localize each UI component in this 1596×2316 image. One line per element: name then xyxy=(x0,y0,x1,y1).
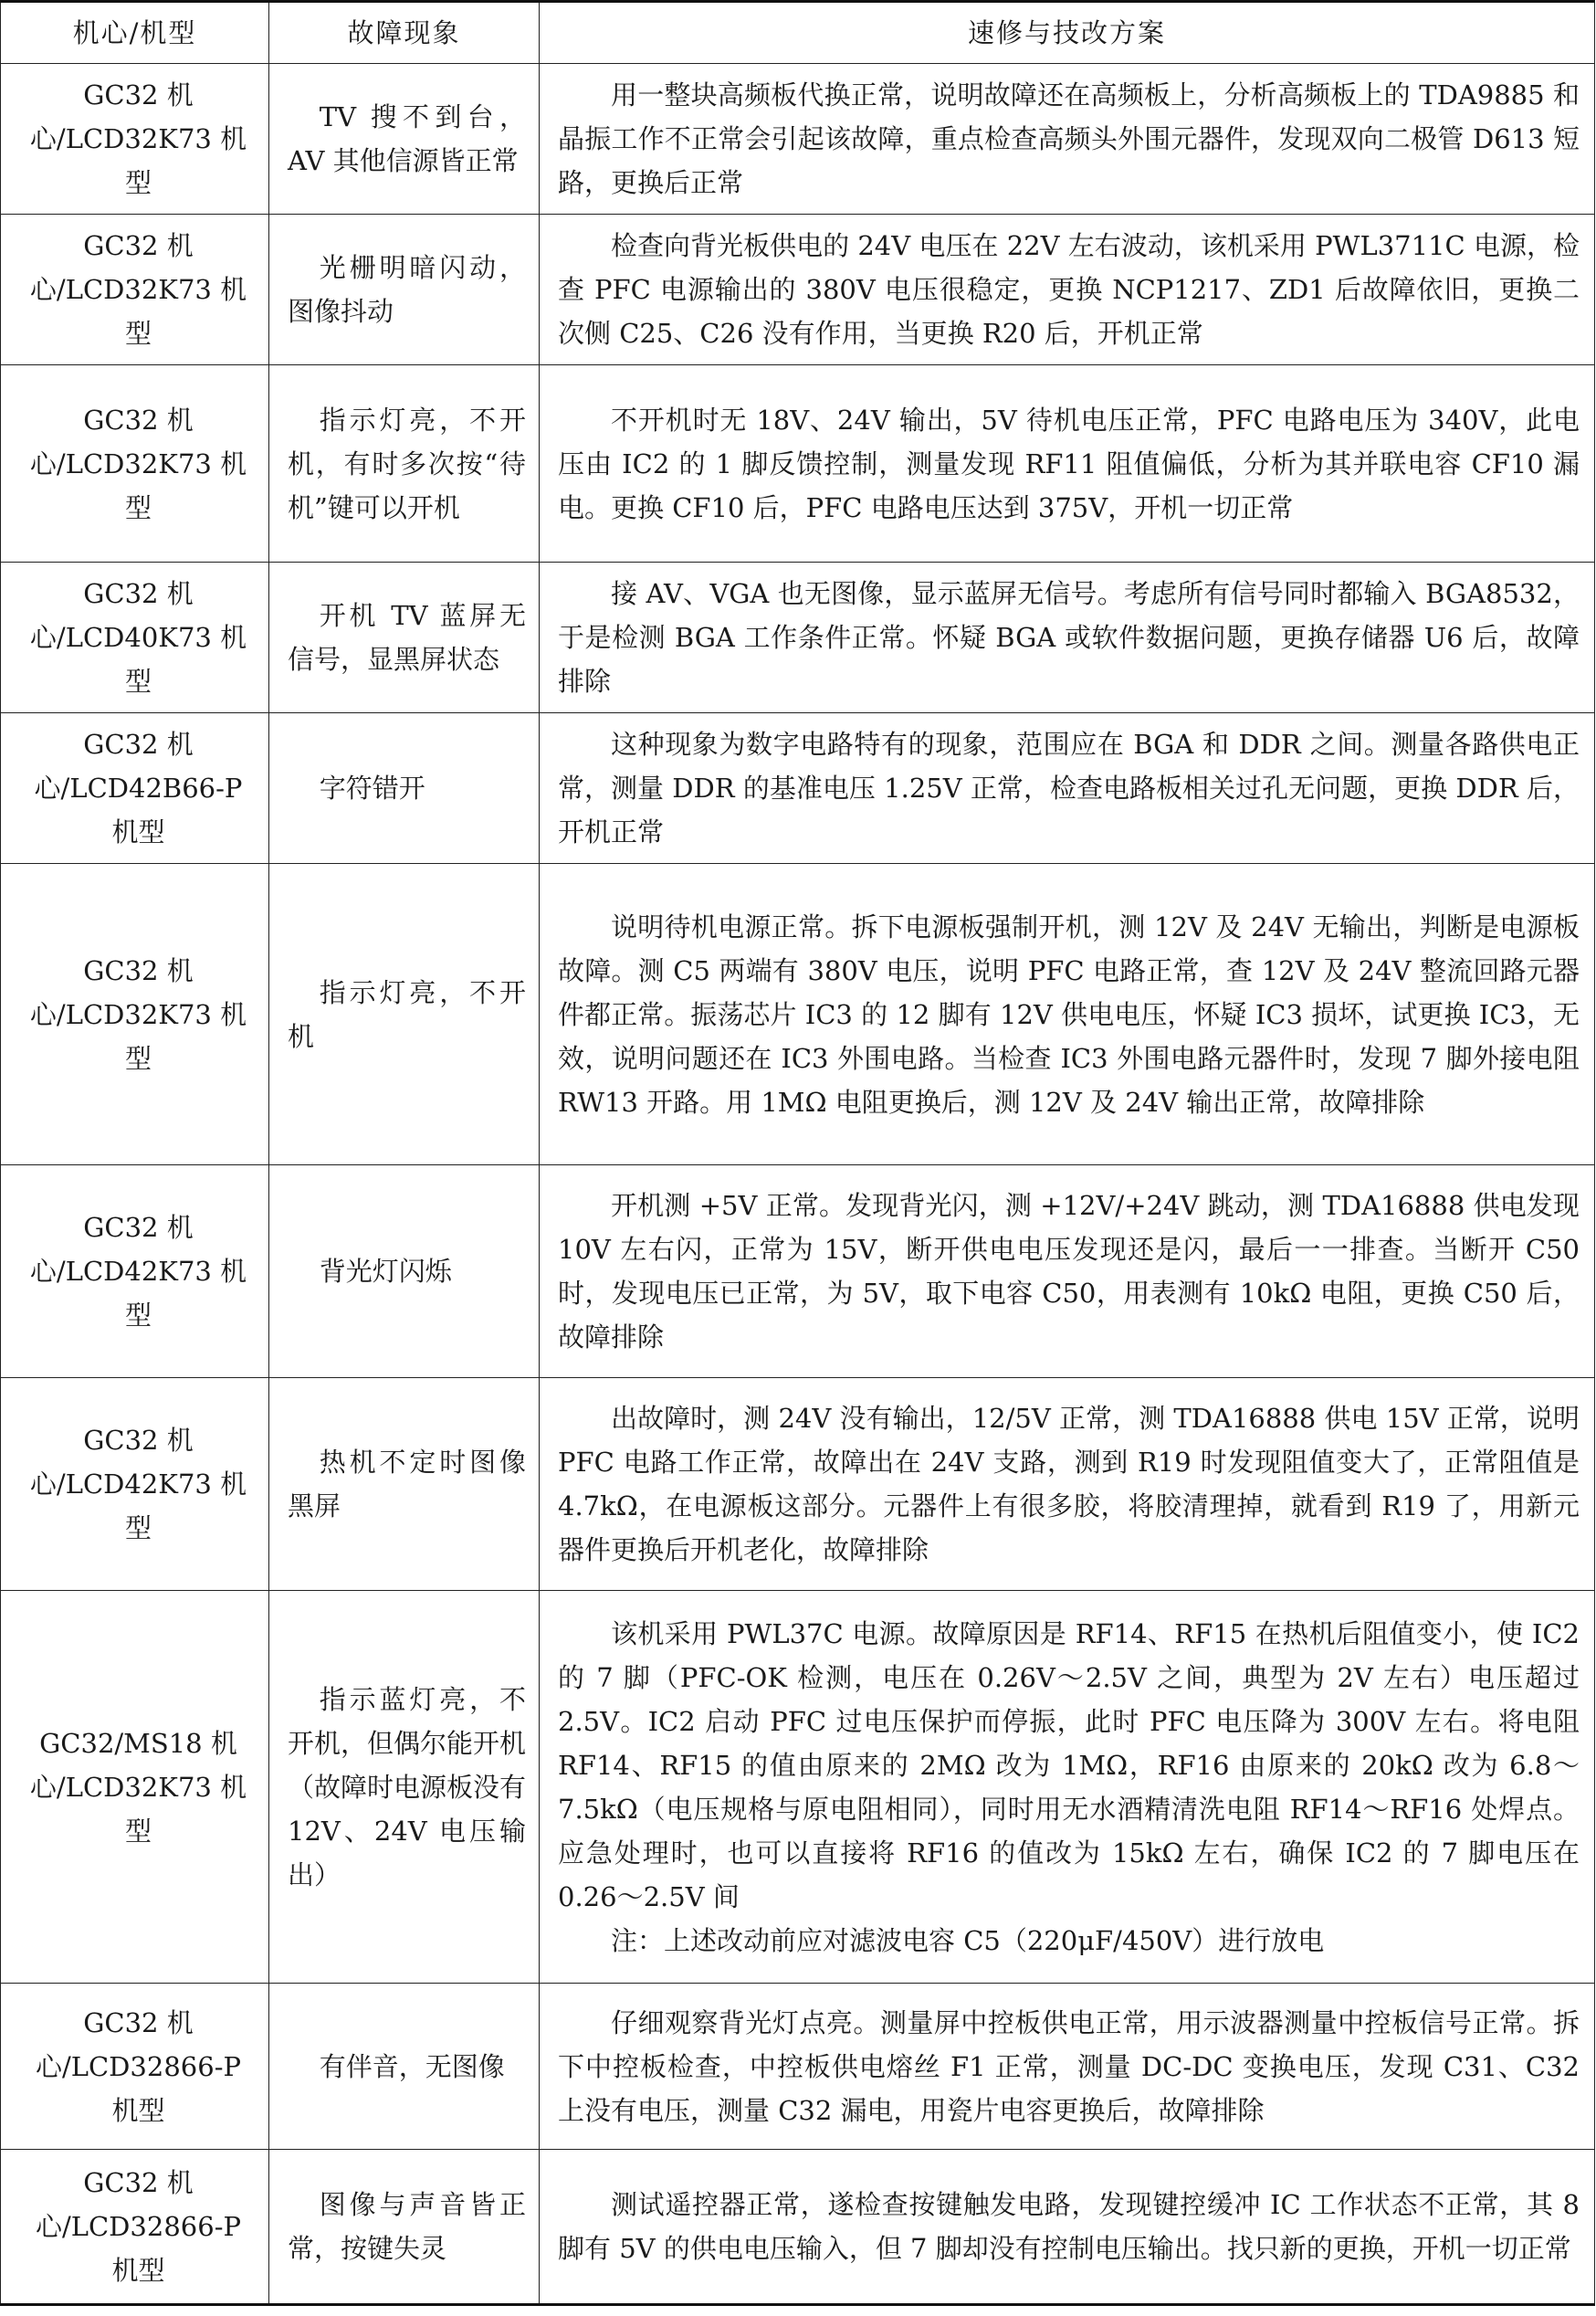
model-cell xyxy=(1,1591,269,1984)
model-text: GC32 机心/LCD32K73 机型 xyxy=(29,230,247,349)
table-row xyxy=(1,1984,1595,2150)
symptom-cell xyxy=(269,1984,540,2150)
solution-cell xyxy=(540,1165,1595,1378)
model-text: GC32 机心/LCD42B66-P 机型 xyxy=(34,729,243,847)
solution-text: 用一整块高频板代换正常，说明故障还在高频板上，分析高频板上的 TDA9885 和晶振工作不正常会引起该故障，重点检查高频头外围元器件，发现双向二极管 D613 短路，更换后正常 xyxy=(558,79,1580,198)
solution-cell xyxy=(540,64,1595,215)
symptom-cell xyxy=(269,1591,540,1984)
symptom-cell xyxy=(269,563,540,713)
symptom-text: 图像与声音皆正常，按键失灵 xyxy=(288,2189,526,2264)
solution-cell xyxy=(540,1378,1595,1591)
solution-text: 测试遥控器正常，遂检查按键触发电路，发现键控缓冲 IC 工作状态不正常，其 8 脚有 5V 的供电电压输入，但 7 脚却没有控制电压输出。找只新的更换，开机一切正常 xyxy=(558,2189,1580,2264)
symptom-text: 光栅明暗闪动，图像抖动 xyxy=(288,252,526,327)
symptom-cell xyxy=(269,365,540,563)
symptom-text: 指示灯亮，不开机 xyxy=(288,976,526,1052)
solution-note: 注：上述改动前应对滤波电容 C5（220μF/450V）进行放电 xyxy=(611,1924,1325,1956)
table-row xyxy=(1,1165,1595,1378)
solution-cell xyxy=(540,1984,1595,2150)
solution-text: 接 AV、VGA 也无图像，显示蓝屏无信号。考虑所有信号同时都输入 BGA8532，于是检测 BGA 工作条件正常。怀疑 BGA 或软件数据问题，更换存储器 U6 后，故障排除 xyxy=(558,578,1580,697)
symptom-cell xyxy=(269,2150,540,2305)
table-row xyxy=(1,2150,1595,2305)
model-text: GC32 机心/LCD32K73 机型 xyxy=(29,954,247,1074)
header-model: 机心/机型 xyxy=(1,2,269,64)
solution-text: 检查向背光板供电的 24V 电压在 22V 左右波动，该机采用 PWL3711C 电源，检查 PFC 电源输出的 380V 电压很稳定，更换 NCP1217、ZD1 后故障依旧，更换二次侧 C25、C26 没有作用，当更换 R20 后，开机正常 xyxy=(558,230,1580,349)
solution-text: 该机采用 PWL37C 电源。故障原因是 RF14、RF15 在热机后阻值变小，使 IC2 的 7 脚（PFC-OK 检测，电压在 0.26V～2.5V 之间，典型为 2V 左右）电压超过 2.5V。IC2 启动 PFC 过电压保护而停振，此时 PFC 电压降为 300V 左右。将电阻 RF14、RF15 的值由原来的 2MΩ 改为 1MΩ，RF16 由原来的 20kΩ 改为 6.8～7.5kΩ（电压规格与原电阻相同），同时用无水酒精清洗电阻 RF14～RF16 处焊点。应急处理时，也可以直接将 RF16 的值改为 15kΩ 左右，确保 IC2 的 7 脚电压在 0.26～2.5V 间 xyxy=(558,1617,1580,1912)
table-row xyxy=(1,713,1595,864)
symptom-cell xyxy=(269,1165,540,1378)
symptom-text: 指示蓝灯亮，不开机，但偶尔能开机（故障时电源板没有 12V、24V 电压输出） xyxy=(288,1683,527,1890)
model-text: GC32/MS18 机心/LCD32K73 机型 xyxy=(29,1727,247,1847)
solution-text: 仔细观察背光灯点亮。测量屏中控板供电正常，用示波器测量中控板信号正常。拆下中控板检查，中控板供电熔丝 F1 正常，测量 DC-DC 变换电压，发现 C31、C32 上没有电压，测量 C32 漏电，用瓷片电容更换后，故障排除 xyxy=(558,2006,1580,2126)
symptom-cell xyxy=(269,64,540,215)
model-cell xyxy=(1,2150,269,2305)
symptom-cell xyxy=(269,864,540,1165)
model-cell xyxy=(1,1378,269,1591)
symptom-cell xyxy=(269,713,540,864)
header-row xyxy=(1,2,1595,64)
model-cell xyxy=(1,365,269,563)
solution-text: 出故障时，测 24V 没有输出，12/5V 正常，测 TDA16888 供电 15V 正常，说明 PFC 电路工作正常，故障出在 24V 支路，测到 R19 时发现阻值变大了，正常阻值是 4.7kΩ，在电源板这部分。元器件上有很多胶，将胶清理掉，就看到 R19 了，用新元器件更换后开机老化，故障排除 xyxy=(558,1403,1580,1565)
symptom-text: 背光灯闪烁 xyxy=(319,1256,452,1287)
solution-cell xyxy=(540,563,1595,713)
table-row xyxy=(1,1378,1595,1591)
model-text: GC32 机心/LCD40K73 机型 xyxy=(29,578,247,697)
symptom-text: 热机不定时图像黑屏 xyxy=(288,1447,526,1521)
symptom-text: 字符错开 xyxy=(319,773,425,804)
solution-text: 开机测 +5V 正常。发现背光闪，测 +12V/+24V 跳动，测 TDA16888 供电发现 10V 左右闪，正常为 15V，断开供电电压发现还是闪，最后一一排查。当断开 C50 时，发现电压已正常，为 5V，取下电容 C50，用表测有 10kΩ 电阻，更换 C50 后，故障排除 xyxy=(558,1190,1580,1353)
header-solution: 速修与技改方案 xyxy=(540,2,1595,64)
solution-cell xyxy=(540,215,1595,365)
table-row xyxy=(1,1591,1595,1984)
solution-text: 不开机时无 18V、24V 输出，5V 待机电压正常，PFC 电路电压为 340V，此电压由 IC2 的 1 脚反馈控制，测量发现 RF11 阻值偏低，分析为其并联电容 CF10 漏电。更换 CF10 后，PFC 电路电压达到 375V，开机一切正常 xyxy=(558,404,1580,523)
model-text: GC32 机心/LCD32866-P 机型 xyxy=(35,2167,242,2286)
symptom-text: 有伴音，无图像 xyxy=(319,2050,505,2082)
symptom-text: TV 搜不到台，AV 其他信源皆正常 xyxy=(288,101,526,176)
model-cell xyxy=(1,864,269,1165)
model-cell xyxy=(1,215,269,365)
solution-cell xyxy=(540,713,1595,864)
solution-cell xyxy=(540,864,1595,1165)
solution-cell xyxy=(540,365,1595,563)
table-row xyxy=(1,864,1595,1165)
table-row xyxy=(1,215,1595,365)
symptom-text: 开机 TV 蓝屏无信号，显黑屏状态 xyxy=(288,600,526,675)
symptom-cell xyxy=(269,1378,540,1591)
model-text: GC32 机心/LCD32K73 机型 xyxy=(29,404,247,523)
table-row xyxy=(1,365,1595,563)
symptom-text: 指示灯亮，不开机，有时多次按“待机”键可以开机 xyxy=(288,404,526,523)
model-cell xyxy=(1,1165,269,1378)
model-cell xyxy=(1,64,269,215)
model-text: GC32 机心/LCD42K73 机型 xyxy=(29,1212,247,1331)
symptom-cell xyxy=(269,215,540,365)
model-cell xyxy=(1,1984,269,2150)
model-cell xyxy=(1,563,269,713)
solution-cell xyxy=(540,2150,1595,2305)
model-text: GC32 机心/LCD32866-P 机型 xyxy=(35,2006,242,2126)
model-text: GC32 机心/LCD32K73 机型 xyxy=(29,79,247,198)
model-cell xyxy=(1,713,269,864)
table-row xyxy=(1,563,1595,713)
solution-text: 说明待机电源正常。拆下电源板强制开机，测 12V 及 24V 无输出，判断是电源板故障。测 C5 两端有 380V 电压，说明 PFC 电路正常，查 12V 及 24V 整流回路元器件都正常。振荡芯片 IC3 的 12 脚有 12V 供电电压，怀疑 IC3 损坏，试更换 IC3，无效，说明问题还在 IC3 外围电路。当检查 IC3 外围电路元器件时，发现 7 脚外接电阻 RW13 开路。用 1MΩ 电阻更换后，测 12V 及 24V 输出正常，故障排除 xyxy=(558,911,1580,1118)
header-symptom: 故障现象 xyxy=(269,2,540,64)
table-row xyxy=(1,64,1595,215)
solution-text: 这种现象为数字电路特有的现象，范围应在 BGA 和 DDR 之间。测量各路供电正常，测量 DDR 的基准电压 1.25V 正常，检查电路板相关过孔无问题，更换 DDR 后，开机正常 xyxy=(558,729,1580,847)
model-text: GC32 机心/LCD42K73 机型 xyxy=(29,1425,247,1543)
solution-cell xyxy=(540,1591,1595,1984)
